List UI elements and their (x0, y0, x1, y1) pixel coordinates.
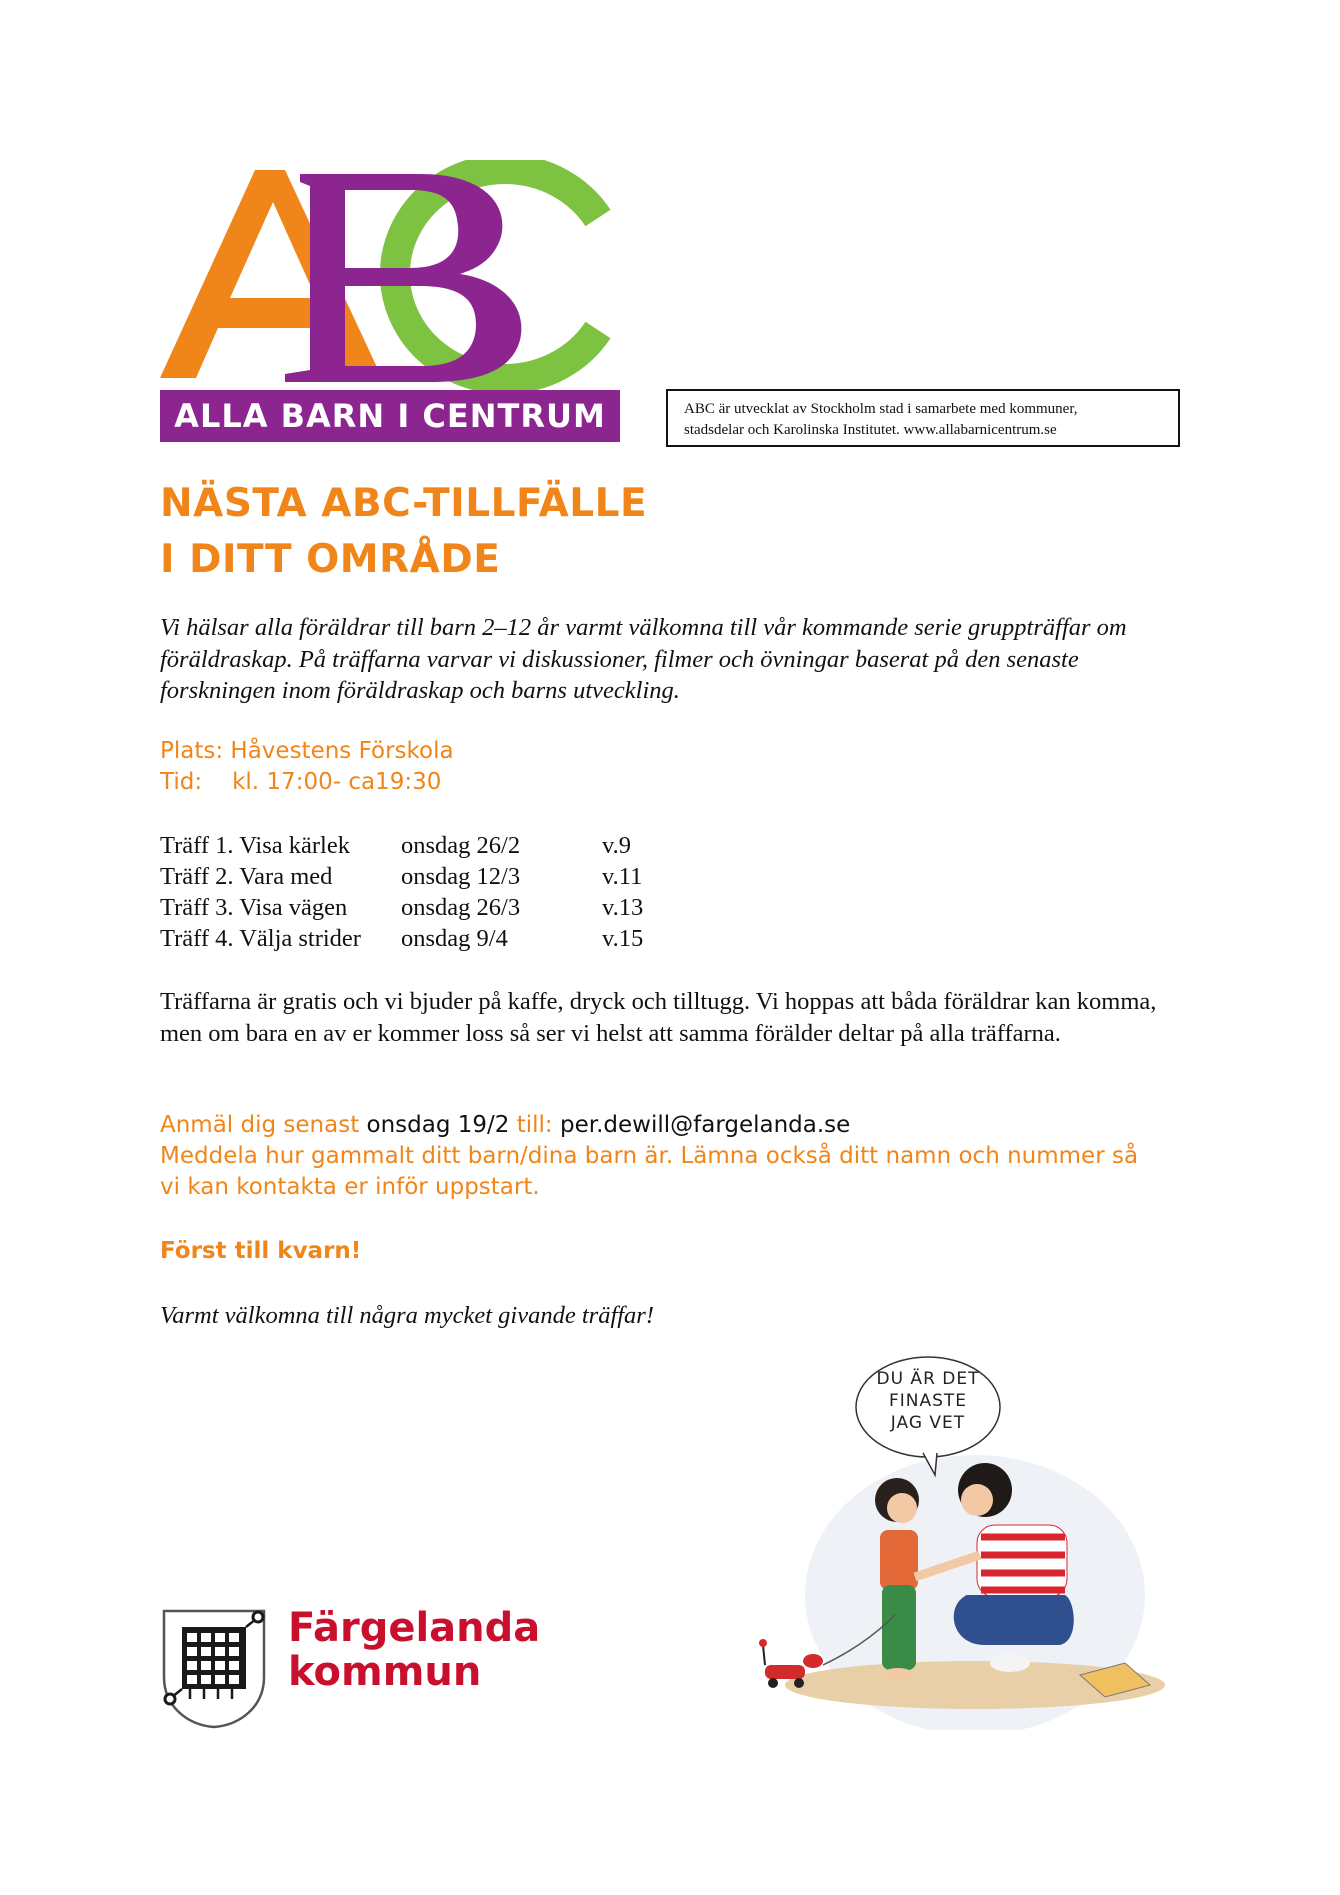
session-week: v.9 (602, 832, 632, 859)
session-name: Träff 3. Visa vägen (160, 894, 348, 921)
abc-letters-graphic (160, 160, 620, 390)
event-details (160, 736, 454, 798)
session-week: v.15 (602, 925, 644, 952)
speech-line-1: DU ÄR DET (876, 1369, 980, 1389)
place-value: Håvestens Förskola (230, 738, 454, 764)
session-date: onsdag 26/2 (401, 832, 521, 859)
speech-bubble-text (868, 1368, 988, 1434)
signup-instructions: Meddela hur gammalt ditt barn/dina barn är. Lämna också ditt namn och nummer så vi kan kontakta er inför uppstart. (160, 1143, 1139, 1200)
schedule-table (160, 830, 643, 954)
title-line-1: NÄSTA ABC-TILLFÄLLE (160, 481, 648, 526)
schedule-row (160, 923, 643, 954)
place-row (160, 736, 454, 767)
speech-line-3: JAG VET (890, 1413, 966, 1433)
municipality-line-1: Färgelanda (288, 1605, 541, 1651)
time-row (160, 767, 454, 798)
schedule-row (160, 892, 643, 923)
logo-tagline: ALLA BARN I CENTRUM (160, 390, 620, 442)
session-name: Träff 1. Visa kärlek (160, 832, 350, 859)
crest-icon (160, 1607, 268, 1731)
session-date: onsdag 26/3 (401, 894, 521, 921)
time-label: Tid: (160, 769, 203, 795)
intro-paragraph: Vi hälsar alla föräldrar till barn 2–12 år varmt välkomna till vår kommande serie gruppträffar om föräldraskap. På träffarna varvar vi diskussioner, filmer och övningar baserat på den senaste forskningen inom föräldraskap och barns utveckling. (160, 614, 1127, 704)
signup-email-link[interactable]: per.dewill@fargelanda.se (559, 1112, 851, 1138)
session-name: Träff 4. Välja strider (160, 925, 361, 952)
session-date: onsdag 9/4 (401, 925, 508, 952)
session-name: Träff 2. Vara med (160, 863, 333, 890)
session-week: v.11 (602, 863, 643, 890)
session-date: onsdag 12/3 (401, 863, 521, 890)
info-line-1: ABC är utvecklat av Stockholm stad i samarbete med kommuner, (684, 401, 1078, 417)
schedule-row (160, 861, 643, 892)
speech-line-2: FINASTE (888, 1391, 968, 1411)
municipality-line-2: kommun (288, 1649, 482, 1695)
costs-paragraph: Träffarna är gratis och vi bjuder på kaffe, dryck och tilltugg. Vi hoppas att båda föräldrar kan komma, men om bara en av er kommer loss så ser vi helst att samma förälder deltar på alla träffarna. (160, 988, 1157, 1047)
signup-section (160, 1110, 1140, 1203)
info-line-2: stadsdelar och Karolinska Institutet. www.allabarnicentrum.se (684, 422, 1057, 438)
municipality-name (288, 1606, 540, 1694)
signup-till: till: (516, 1112, 553, 1138)
info-box (666, 389, 1180, 447)
page-title (160, 476, 647, 588)
closing-text: Varmt välkomna till några mycket givande träffar! (160, 1302, 654, 1329)
signup-deadline: onsdag 19/2 (366, 1112, 510, 1138)
schedule-row (160, 830, 643, 861)
time-value: kl. 17:00- ca19:30 (232, 769, 442, 795)
title-line-2: I DITT OMRÅDE (160, 537, 501, 582)
signup-line (160, 1110, 1140, 1141)
session-week: v.13 (602, 894, 644, 921)
place-label: Plats: (160, 738, 224, 764)
first-come-note: Först till kvarn! (160, 1238, 362, 1264)
signup-prefix: Anmäl dig senast (160, 1112, 360, 1138)
